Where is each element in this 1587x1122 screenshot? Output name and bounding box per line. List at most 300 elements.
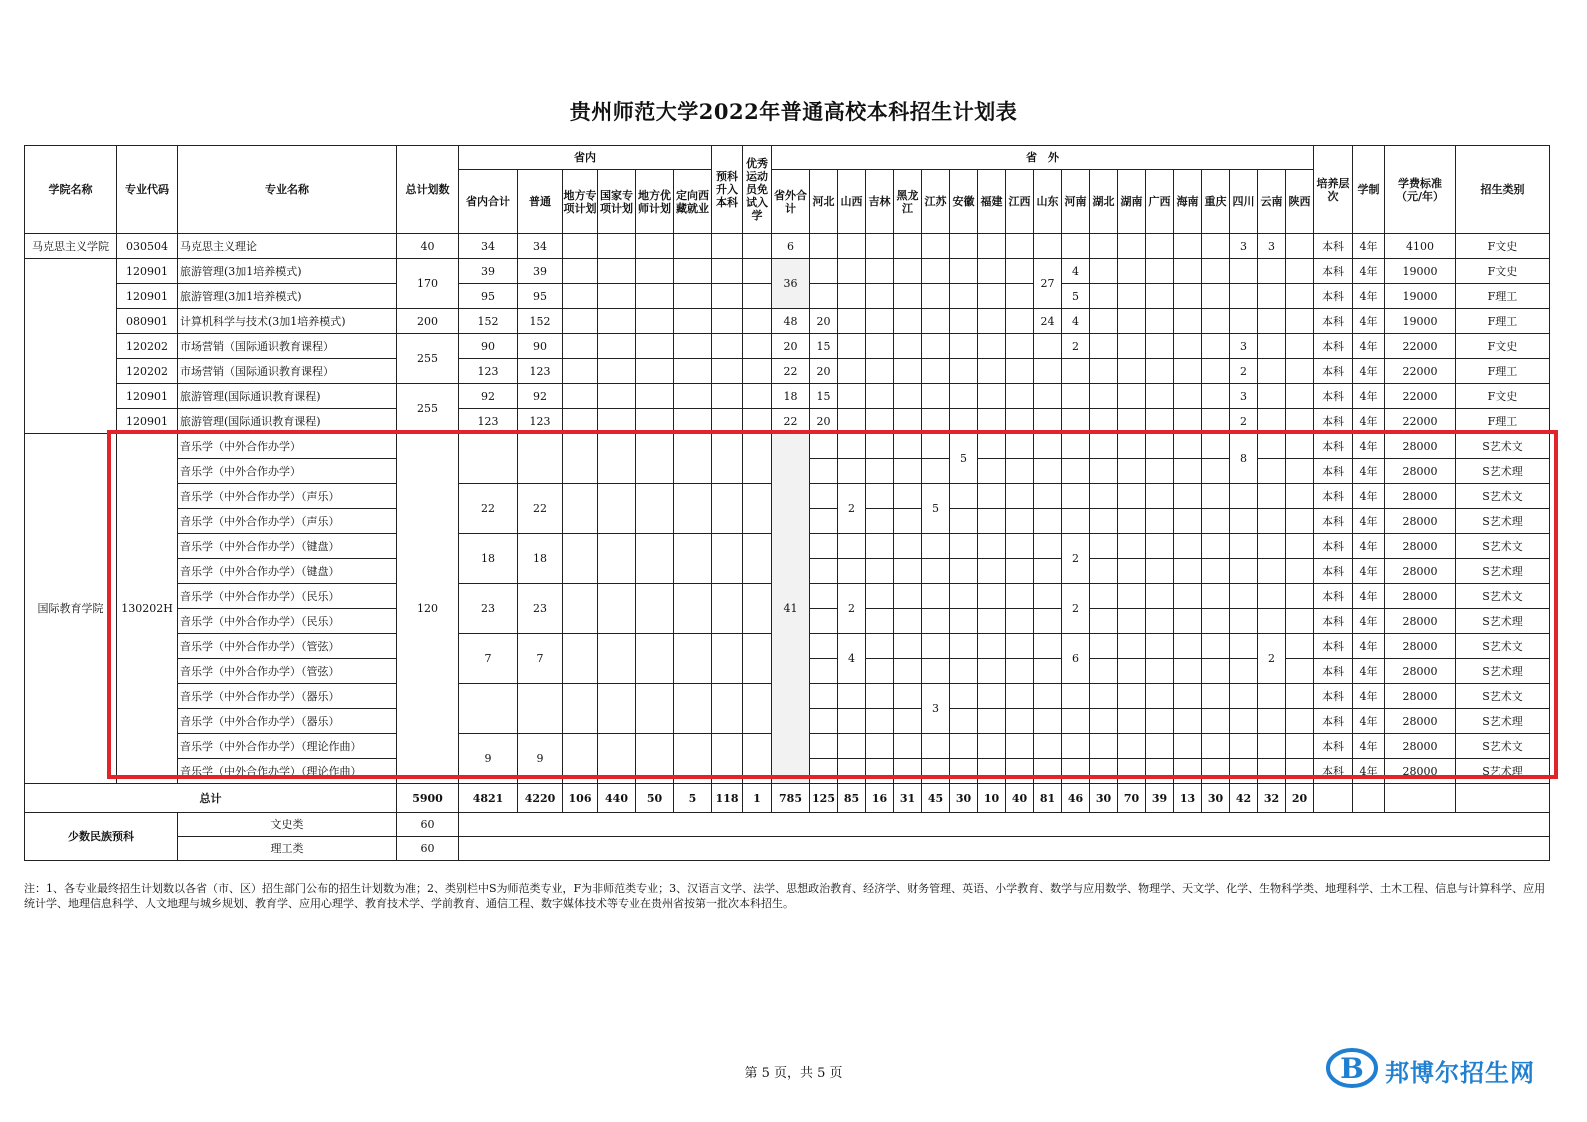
header-province: 四川: [1230, 170, 1258, 234]
cell-province: [1286, 434, 1314, 459]
cell-guojia: [598, 309, 636, 334]
cell-yuke: [712, 534, 743, 584]
cell-yuke: [712, 234, 743, 259]
cell-category: S艺术文: [1456, 434, 1550, 459]
cell-yuke: [712, 734, 743, 784]
cell-xizang: [674, 284, 712, 309]
totals-total: 5900: [397, 784, 459, 813]
cell-major: 音乐学（中外合作办学）（声乐）: [178, 484, 397, 509]
cell-province: [1034, 734, 1062, 759]
cell-difang: [563, 534, 598, 584]
cell-category: S艺术理: [1456, 609, 1550, 634]
cell-years: 4年: [1353, 684, 1385, 709]
cell-yuke: [712, 634, 743, 684]
cell-province: [1118, 309, 1146, 334]
cell-province: [838, 284, 866, 309]
cell-province: [1286, 359, 1314, 384]
cell-province: [1202, 509, 1230, 534]
cell-province: [1230, 584, 1258, 609]
cell-province: [1146, 359, 1174, 384]
cell-province: [866, 734, 894, 759]
cell-province: [1006, 759, 1034, 784]
minority-label: 少数民族预科: [25, 813, 178, 861]
cell-province: [894, 309, 922, 334]
cell-province: [1174, 484, 1202, 509]
cell-province: [978, 659, 1006, 684]
minority-ligong-value: 60: [397, 837, 459, 861]
cell-province: [810, 534, 838, 559]
cell-province: [838, 559, 866, 584]
cell-major: 音乐学（中外合作办学）: [178, 459, 397, 484]
cell-category: S艺术理: [1456, 459, 1550, 484]
cell-level: 本科: [1314, 559, 1353, 584]
cell-category: S艺术文: [1456, 484, 1550, 509]
cell-province: 2: [1230, 409, 1258, 434]
cell-province: [1006, 609, 1034, 634]
cell-sports: [743, 384, 772, 409]
cell-province: [978, 609, 1006, 634]
cell-major: 音乐学（中外合作办学）（键盘）: [178, 534, 397, 559]
table-row: [25, 434, 1550, 459]
header-province: 重庆: [1202, 170, 1230, 234]
cell-years: 4年: [1353, 559, 1385, 584]
cell-province: [1174, 634, 1202, 659]
cell-code: 130202H: [117, 434, 178, 784]
header-province: 江苏: [922, 170, 950, 234]
cell-province: [1006, 384, 1034, 409]
cell-fee: 28000: [1385, 459, 1456, 484]
cell-province: [1258, 684, 1286, 709]
cell-level: 本科: [1314, 234, 1353, 259]
header-province: 河南: [1062, 170, 1090, 234]
cell-province: [1034, 384, 1062, 409]
header-fee: 学费标准（元/年）: [1385, 146, 1456, 234]
cell-total: 40: [397, 234, 459, 259]
totals-xizang: 5: [674, 784, 712, 813]
cell-province: [1258, 559, 1286, 584]
cell-code: 120901: [117, 284, 178, 309]
cell-major: 市场营销（国际通识教育课程）: [178, 334, 397, 359]
cell-province: [1258, 459, 1286, 484]
cell-yuke: [712, 359, 743, 384]
cell-level: 本科: [1314, 659, 1353, 684]
cell-level: 本科: [1314, 334, 1353, 359]
totals-putong: 4220: [518, 784, 563, 813]
cell-province: [1006, 659, 1034, 684]
totals-province: 30: [950, 784, 978, 813]
cell-major: 市场营销（国际通识教育课程）: [178, 359, 397, 384]
cell-province: [866, 659, 894, 684]
cell-major: 音乐学（中外合作办学）（声乐）: [178, 509, 397, 534]
cell-province: [866, 584, 894, 609]
cell-province: [1230, 309, 1258, 334]
cell-level: 本科: [1314, 384, 1353, 409]
cell-province: [1174, 334, 1202, 359]
cell-province: [1090, 434, 1118, 459]
cell-province: [1230, 609, 1258, 634]
cell-province: [922, 259, 950, 284]
cell-province: [838, 309, 866, 334]
cell-province: [950, 284, 978, 309]
cell-guojia: [598, 484, 636, 534]
cell-province: [1118, 559, 1146, 584]
cell-province: [810, 234, 838, 259]
cell-difang: [563, 484, 598, 534]
totals-in_total: 4821: [459, 784, 518, 813]
cell-province: 20: [810, 359, 838, 384]
cell-province: [866, 484, 894, 509]
cell-level: 本科: [1314, 534, 1353, 559]
cell-xizang: [674, 259, 712, 284]
cell-province: [1006, 459, 1034, 484]
table-row: [25, 309, 1550, 334]
cell-province: [894, 334, 922, 359]
page-number: 第 5 页，共 5 页: [744, 1066, 843, 1081]
cell-fee: 28000: [1385, 584, 1456, 609]
cell-in-total: 22: [459, 484, 518, 534]
cell-province: [978, 434, 1006, 459]
cell-province: [1090, 459, 1118, 484]
cell-code: 080901: [117, 309, 178, 334]
header-province: 安徽: [950, 170, 978, 234]
cell-fee: 4100: [1385, 234, 1456, 259]
cell-years: 4年: [1353, 459, 1385, 484]
cell-fee: 28000: [1385, 559, 1456, 584]
cell-province: [838, 334, 866, 359]
cell-province: [838, 359, 866, 384]
cell-province: [1146, 409, 1174, 434]
cell-province: [1006, 484, 1034, 509]
cell-province: [1174, 234, 1202, 259]
cell-code: 120901: [117, 384, 178, 409]
totals-sports: 1: [743, 784, 772, 813]
cell-province: [1174, 284, 1202, 309]
cell-province: [1090, 234, 1118, 259]
cell-province: [810, 609, 838, 634]
cell-province: [1174, 659, 1202, 684]
cell-major: 旅游管理(3加1培养模式): [178, 284, 397, 309]
cell-province: [1286, 384, 1314, 409]
cell-province: [1174, 509, 1202, 534]
cell-province: [1258, 284, 1286, 309]
cell-in-total: 95: [459, 284, 518, 309]
cell-yuke: [712, 284, 743, 309]
cell-province: [1118, 684, 1146, 709]
cell-province: [1090, 709, 1118, 734]
cell-level: 本科: [1314, 634, 1353, 659]
totals-province: 70: [1118, 784, 1146, 813]
cell-province: [1230, 509, 1258, 534]
cell-province: [950, 309, 978, 334]
cell-province: [1090, 559, 1118, 584]
cell-province: [1006, 334, 1034, 359]
cell-major: 音乐学（中外合作办学）（管弦）: [178, 634, 397, 659]
cell-major: 音乐学（中外合作办学）（器乐）: [178, 684, 397, 709]
cell-province: 5: [1062, 284, 1090, 309]
cell-level: 本科: [1314, 359, 1353, 384]
watermark: [1325, 1043, 1565, 1095]
cell-xizang: [674, 359, 712, 384]
cell-province: [1286, 259, 1314, 284]
cell-province: [1118, 384, 1146, 409]
cell-province: [866, 534, 894, 559]
cell-province: 3: [1230, 334, 1258, 359]
cell-province: [950, 684, 978, 709]
cell-province: [1062, 434, 1090, 459]
cell-yuke: [712, 484, 743, 534]
cell-province: [810, 584, 838, 609]
cell-province: [1146, 659, 1174, 684]
header-province: 山西: [838, 170, 866, 234]
cell-province: [1090, 734, 1118, 759]
cell-yuke: [712, 684, 743, 734]
cell-college: 马克思主义学院: [25, 234, 117, 259]
cell-in-total: 7: [459, 634, 518, 684]
cell-province: [1146, 259, 1174, 284]
header-province: 湖北: [1090, 170, 1118, 234]
cell-province: [1174, 734, 1202, 759]
cell-province: [1146, 384, 1174, 409]
cell-province: [1230, 484, 1258, 509]
cell-province: [922, 734, 950, 759]
cell-total: 255: [397, 334, 459, 384]
cell-province: [1146, 509, 1174, 534]
cell-province: [1034, 434, 1062, 459]
cell-guojia: [598, 634, 636, 684]
cell-difang: [563, 584, 598, 634]
cell-province: 20: [810, 409, 838, 434]
cell-province: [950, 709, 978, 734]
cell-province: [1006, 434, 1034, 459]
minority-empty: [459, 837, 1550, 861]
cell-province: [1006, 684, 1034, 709]
cell-province: [1118, 434, 1146, 459]
cell-province: [978, 584, 1006, 609]
cell-province: 2: [1062, 584, 1090, 634]
cell-fee: 22000: [1385, 359, 1456, 384]
cell-province: [1062, 409, 1090, 434]
cell-province: [838, 734, 866, 759]
cell-province: 5: [950, 434, 978, 484]
table-row: [25, 259, 1550, 284]
cell-sports: [743, 634, 772, 684]
cell-putong: 34: [518, 234, 563, 259]
cell-province: [1090, 609, 1118, 634]
cell-province: [1258, 509, 1286, 534]
cell-province: [950, 484, 978, 509]
cell-province: [866, 559, 894, 584]
cell-province: 2: [838, 584, 866, 634]
header-difang: 地方专项计划: [563, 170, 598, 234]
cell-province: [1286, 534, 1314, 559]
cell-province: [1286, 334, 1314, 359]
cell-youshi: [636, 334, 674, 359]
cell-province: [1006, 584, 1034, 609]
cell-yuke: [712, 334, 743, 359]
cell-province: [838, 384, 866, 409]
cell-fee: 22000: [1385, 384, 1456, 409]
cell-province: [1090, 659, 1118, 684]
totals-guojia: 440: [598, 784, 636, 813]
cell-fee: 28000: [1385, 609, 1456, 634]
cell-province: [838, 409, 866, 434]
cell-province: [1230, 659, 1258, 684]
cell-years: 4年: [1353, 259, 1385, 284]
totals-province: 10: [978, 784, 1006, 813]
cell-out-total: 22: [772, 359, 810, 384]
cell-province: [810, 459, 838, 484]
totals-province: 42: [1230, 784, 1258, 813]
cell-province: [894, 584, 922, 609]
cell-major: 音乐学（中外合作办学）（理论作曲）: [178, 734, 397, 759]
cell-province: [894, 284, 922, 309]
cell-yuke: [712, 434, 743, 484]
cell-province: 2: [1258, 634, 1286, 684]
cell-category: S艺术理: [1456, 759, 1550, 784]
cell-province: [1146, 459, 1174, 484]
cell-years: 4年: [1353, 709, 1385, 734]
totals-province: 13: [1174, 784, 1202, 813]
cell-province: [1286, 484, 1314, 509]
cell-in-total: 34: [459, 234, 518, 259]
cell-putong: 18: [518, 534, 563, 584]
header-province: 海南: [1174, 170, 1202, 234]
cell-province: [950, 509, 978, 534]
cell-putong: [518, 684, 563, 734]
cell-years: 4年: [1353, 584, 1385, 609]
header-major: 专业名称: [178, 146, 397, 234]
cell-sports: [743, 284, 772, 309]
cell-province: [866, 309, 894, 334]
cell-province: [922, 459, 950, 484]
cell-fee: 19000: [1385, 309, 1456, 334]
cell-province: 6: [1062, 634, 1090, 684]
minority-ligong-label: 理工类: [178, 837, 397, 861]
cell-province: [1174, 584, 1202, 609]
cell-province: [922, 659, 950, 684]
cell-major: 音乐学（中外合作办学）（民乐）: [178, 609, 397, 634]
cell-province: [1118, 284, 1146, 309]
cell-sports: [743, 309, 772, 334]
cell-province: [1286, 559, 1314, 584]
cell-province: [978, 309, 1006, 334]
table-row: [25, 334, 1550, 359]
cell-province: [1006, 309, 1034, 334]
cell-province: [1174, 309, 1202, 334]
cell-province: [1034, 409, 1062, 434]
cell-province: [1090, 759, 1118, 784]
header-in-total: 省内合计: [459, 170, 518, 234]
cell-years: 4年: [1353, 409, 1385, 434]
cell-province: [1230, 534, 1258, 559]
cell-province: [1286, 409, 1314, 434]
cell-xizang: [674, 434, 712, 484]
cell-province: [1258, 334, 1286, 359]
cell-years: 4年: [1353, 509, 1385, 534]
header-college: 学院名称: [25, 146, 117, 234]
cell-province: [978, 759, 1006, 784]
cell-province: [1146, 709, 1174, 734]
cell-youshi: [636, 484, 674, 534]
cell-years: 4年: [1353, 609, 1385, 634]
cell-province: [810, 709, 838, 734]
cell-province: [1118, 534, 1146, 559]
cell-level: 本科: [1314, 309, 1353, 334]
cell-province: [1286, 234, 1314, 259]
cell-province: [978, 684, 1006, 709]
cell-years: 4年: [1353, 434, 1385, 459]
cell-province: 24: [1034, 309, 1062, 334]
cell-xizang: [674, 634, 712, 684]
cell-province: [1034, 459, 1062, 484]
cell-youshi: [636, 584, 674, 634]
cell-province: [1146, 684, 1174, 709]
cell-in-total: 92: [459, 384, 518, 409]
cell-in-total: 123: [459, 409, 518, 434]
cell-province: [1090, 334, 1118, 359]
cell-province: [1034, 684, 1062, 709]
cell-level: 本科: [1314, 584, 1353, 609]
cell-years: 4年: [1353, 734, 1385, 759]
header-total: 总计划数: [397, 146, 459, 234]
cell-difang: [563, 334, 598, 359]
cell-province: [894, 709, 922, 734]
cell-putong: 92: [518, 384, 563, 409]
cell-province: [1118, 409, 1146, 434]
cell-province: [1090, 309, 1118, 334]
cell-province: [922, 284, 950, 309]
cell-province: [978, 634, 1006, 659]
cell-province: [1006, 634, 1034, 659]
totals-out_total: 785: [772, 784, 810, 813]
cell-province: [1202, 434, 1230, 459]
cell-fee: 19000: [1385, 259, 1456, 284]
totals-province: 39: [1146, 784, 1174, 813]
cell-province: [1034, 709, 1062, 734]
cell-province: [1062, 234, 1090, 259]
totals-row: [25, 784, 1550, 813]
cell-province: [978, 409, 1006, 434]
cell-category: S艺术理: [1456, 659, 1550, 684]
cell-province: [1258, 534, 1286, 559]
totals-province: 32: [1258, 784, 1286, 813]
cell-xizang: [674, 334, 712, 359]
cell-major: 马克思主义理论: [178, 234, 397, 259]
cell-province: [810, 259, 838, 284]
header-province: 河北: [810, 170, 838, 234]
cell-province: 4: [1062, 309, 1090, 334]
table-row: [25, 234, 1550, 259]
cell-xizang: [674, 734, 712, 784]
cell-college: 国际教育学院: [25, 434, 117, 784]
cell-province: [1202, 659, 1230, 684]
cell-province: [1258, 259, 1286, 284]
cell-province: [1174, 684, 1202, 709]
cell-province: [1230, 259, 1258, 284]
cell-province: [1118, 709, 1146, 734]
header-youshi: 地方优师计划: [636, 170, 674, 234]
cell-category: S艺术文: [1456, 534, 1550, 559]
cell-province: [1202, 484, 1230, 509]
cell-province: [1118, 734, 1146, 759]
cell-level: 本科: [1314, 434, 1353, 459]
totals-province: 31: [894, 784, 922, 813]
cell-guojia: [598, 384, 636, 409]
cell-out-total: 6: [772, 234, 810, 259]
cell-level: 本科: [1314, 609, 1353, 634]
cell-province: 3: [1258, 234, 1286, 259]
cell-in-total: [459, 684, 518, 734]
